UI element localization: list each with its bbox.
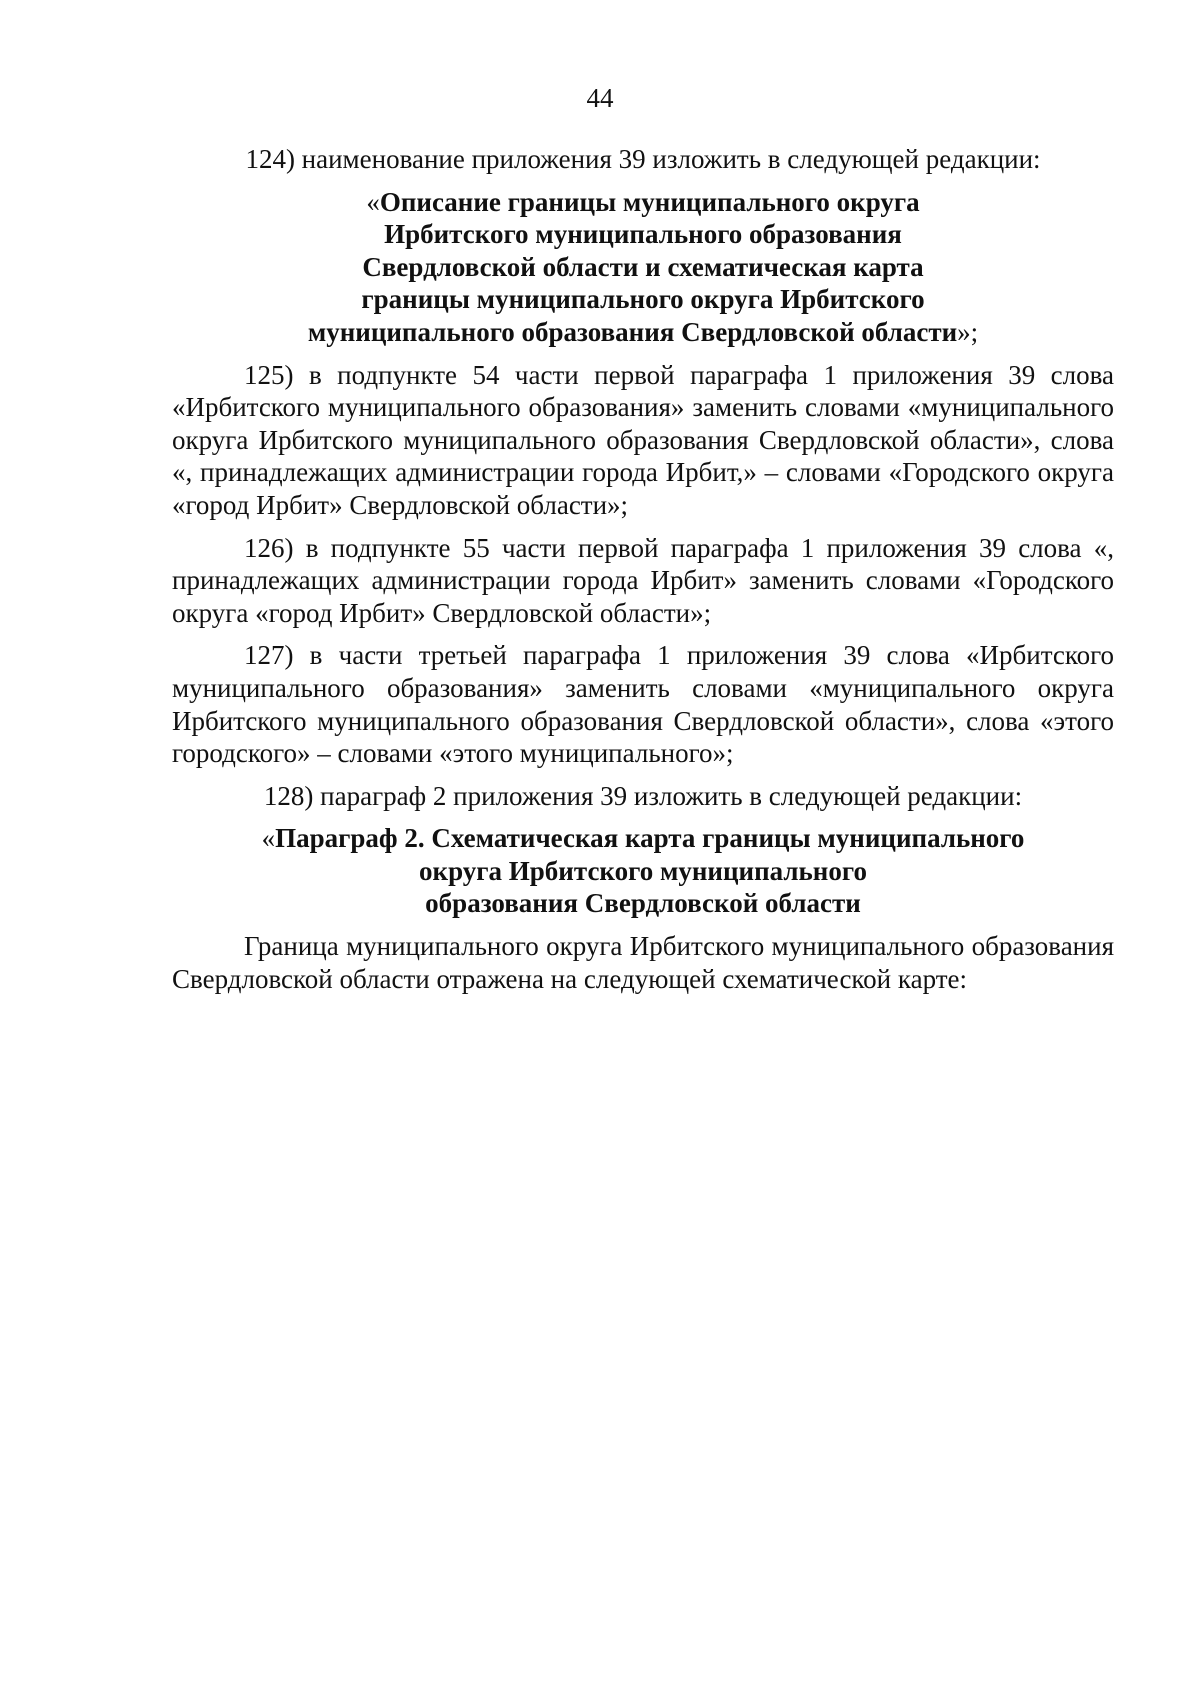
heading-text: Описание границы муниципального округа xyxy=(379,186,920,217)
heading-close-quote: »; xyxy=(957,316,979,347)
item-125: 125) в подпункте 54 части первой параграфа 1 приложения 39 слова «Ирбитского муниципального образования» заменить словами «муниципального округа Ирбитского муниципального образования Свердловской области», слова «, принадлежащих администрации города Ирбит,» – словами «Городского округа «город Ирбит» Свердловской области»; xyxy=(172,359,1114,520)
heading-line-2: Ирбитского муниципального образования xyxy=(384,219,902,250)
heading-line-3: образования Свердловской области xyxy=(425,888,861,919)
page-number: 44 xyxy=(586,83,614,113)
heading-line-3: Свердловской области и схематическая карта xyxy=(362,251,924,282)
item-127: 127) в части третьей параграфа 1 приложения 39 слова «Ирбитского муниципального образования» заменить словами «муниципального округа Ирбитского муниципального образования Свердловской области», слова «этого городского» – словами «этого муниципального»; xyxy=(172,640,1114,769)
closing-paragraph: Граница муниципального округа Ирбитского муниципального образования Свердловской области отражена на следующей схематической карте: xyxy=(172,931,1114,994)
item-124: 124) наименование приложения 39 изложить в следующей редакции: xyxy=(245,144,1041,174)
heading-open-quote: « xyxy=(261,823,276,854)
item-126: 126) в подпункте 55 части первой параграфа 1 приложения 39 слова «, принадлежащих администрации города Ирбит» заменить словами «Городского округа «город Ирбит» Свердловской области»; xyxy=(172,532,1114,628)
paragraph-2-heading xyxy=(172,822,1114,920)
heading-line-5 xyxy=(172,316,1114,349)
appendix-title-heading xyxy=(172,186,1114,349)
heading-line-1 xyxy=(172,186,1114,219)
heading-line-4: границы муниципального округа Ирбитского xyxy=(361,284,925,315)
heading-line-1 xyxy=(172,822,1114,855)
heading-line-2: округа Ирбитского муниципального xyxy=(419,855,867,886)
heading-open-quote: « xyxy=(366,186,380,217)
heading-text: муниципального образования Свердловской области xyxy=(307,316,958,347)
item-128: 128) параграф 2 приложения 39 изложить в следующей редакции: xyxy=(263,780,1023,811)
heading-text: Параграф 2. Схематическая карта границы муниципального xyxy=(275,823,1025,854)
document-body xyxy=(172,143,1114,1005)
